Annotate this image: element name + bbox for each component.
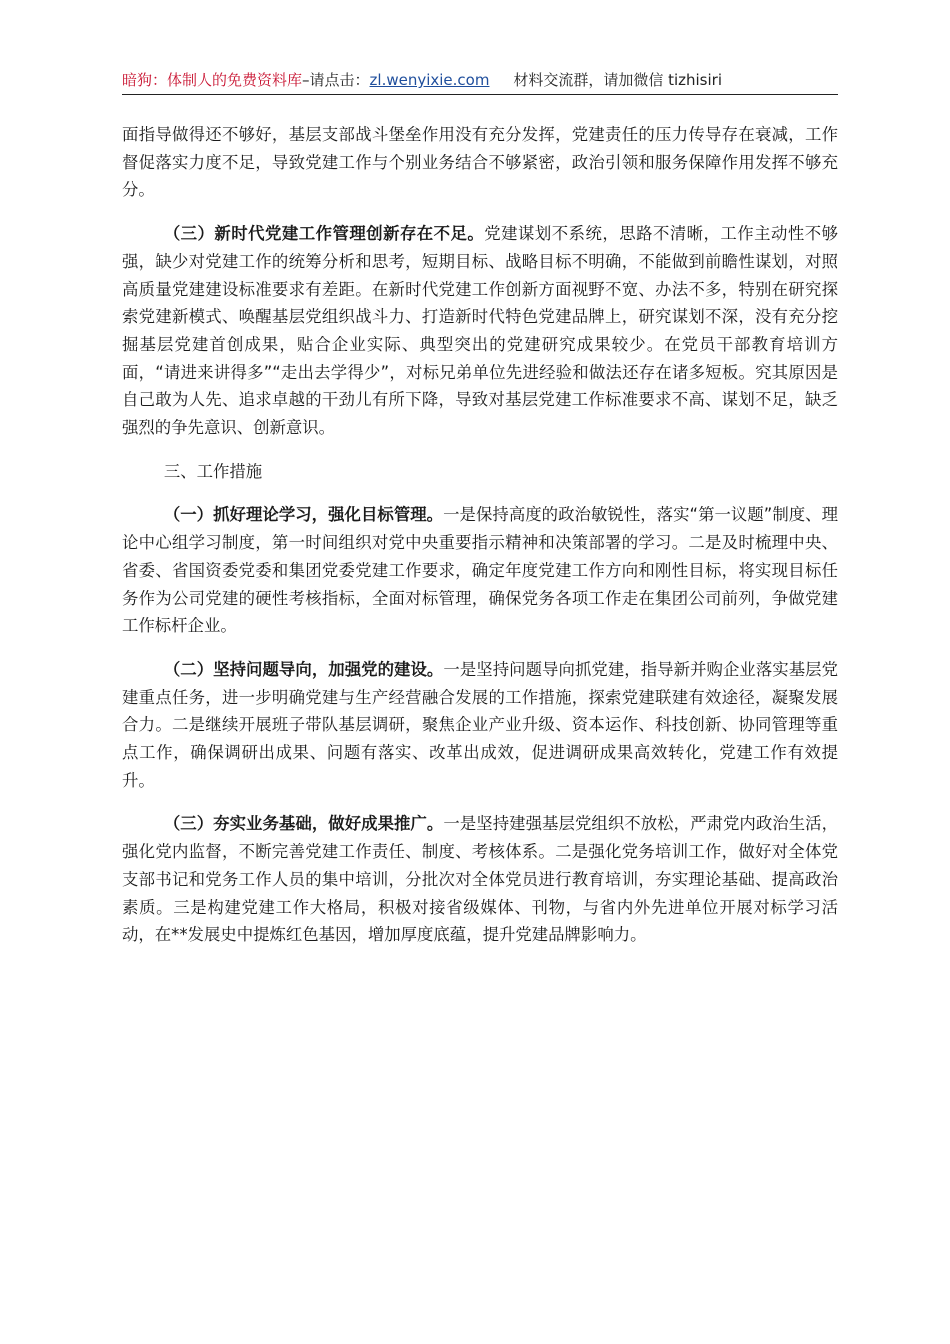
- measure-text: 一是保持高度的政治敏锐性，落实“第一议题”制度、理论中心组学习制度，第一时间组织对党中央重要指示精神和决策部署的学习。二是及时梳理中央、省委、省国资委党委和集团党委党建工作要求，确定年度党建工作方向和刚性目标，将实现目标任务作为公司党建的硬性考核指标，全面对标管理，确保党务各项工作走在集团公司前列，争做党建工作标杆企业。: [122, 505, 838, 636]
- header-click-prompt: –请点击：: [302, 71, 370, 89]
- paragraph-continuation: [122, 121, 838, 204]
- header-site-name: 暗狗：体制人的免费资料库: [122, 71, 303, 89]
- header-contact: 材料交流群，请加微信 tizhisiri: [513, 71, 722, 89]
- measure-text: 一是坚持问题导向抓党建，指导新并购企业落实基层党建重点任务，进一步明确党建与生产经营融合发展的工作措施，探索党建联建有效途径，凝聚发展合力。二是继续开展班子带队基层调研，聚焦企业产业升级、资本运作、科技创新、协同管理等重点工作，确保调研出成果、问题有落实、改革出成效，促进调研成果高效转化，党建工作有效提升。: [122, 659, 839, 790]
- paragraph-text: 党建谋划不系统，思路不清晰，工作主动性不够强，缺少对党建工作的统筹分析和思考，短期目标、战略目标不明确，不能做到前瞻性谋划，对照高质量党建建设标准要求有差距。在新时代党建工作创新方面视野不宽、办法不多，特别在研究探索党建新模式、唤醒基层党组织战斗力、打造新时代特色党建品牌上，研究谋划不深，没有充分挖掘基层党建首创成果，贴合企业实际、典型突出的党建研究成果较少。在党员干部教育培训方面，“请进来讲得多”“走出去学得少”，对标兄弟单位先进经验和做法还存在诸多短板。究其原因是自己敢为人先、追求卓越的干劲儿有所下降，导致对基层党建工作标准要求不高、谋划不足，缺乏强烈的争先意识、创新意识。: [122, 224, 839, 438]
- paragraph-heading: （三）新时代党建工作管理创新存在不足。: [163, 224, 485, 244]
- measure-3: [122, 810, 838, 949]
- measure-heading: （二）坚持问题导向，加强党的建设。: [163, 659, 444, 679]
- paragraph-innovation-gap: [122, 220, 838, 442]
- document-body: [122, 121, 838, 965]
- measure-1: [122, 501, 838, 640]
- header-website-link[interactable]: zl.wenyixie.com: [369, 71, 490, 89]
- section-title: 三、工作措施: [163, 461, 263, 481]
- page-header: [122, 68, 838, 95]
- paragraph-text: 面指导做得还不够好，基层支部战斗堡垒作用没有充分发挥，党建责任的压力传导存在衰减，工作督促落实力度不足，导致党建工作与个别业务结合不够紧密，政治引领和服务保障作用发挥不够充分。: [122, 125, 838, 200]
- measure-heading: （三）夯实业务基础，做好成果推广。: [163, 814, 444, 834]
- measure-2: [122, 656, 838, 795]
- measure-text: 一是坚持建强基层党组织不放松，严肃党内政治生活，强化党内监督，不断完善党建工作责任、制度、考核体系。二是强化党务培训工作，做好对全体党支部书记和党务工作人员的集中培训，分批次对全体党员进行教育培训，夯实理论基础、提高政治素质。三是构建党建工作大格局，积极对接省级媒体、刊物，与省内外先进单位开展对标学习活动，在**发展史中提炼红色基因，增加厚度底蕴，提升党建品牌影响力。: [122, 814, 839, 945]
- measure-heading: （一）抓好理论学习，强化目标管理。: [163, 505, 444, 525]
